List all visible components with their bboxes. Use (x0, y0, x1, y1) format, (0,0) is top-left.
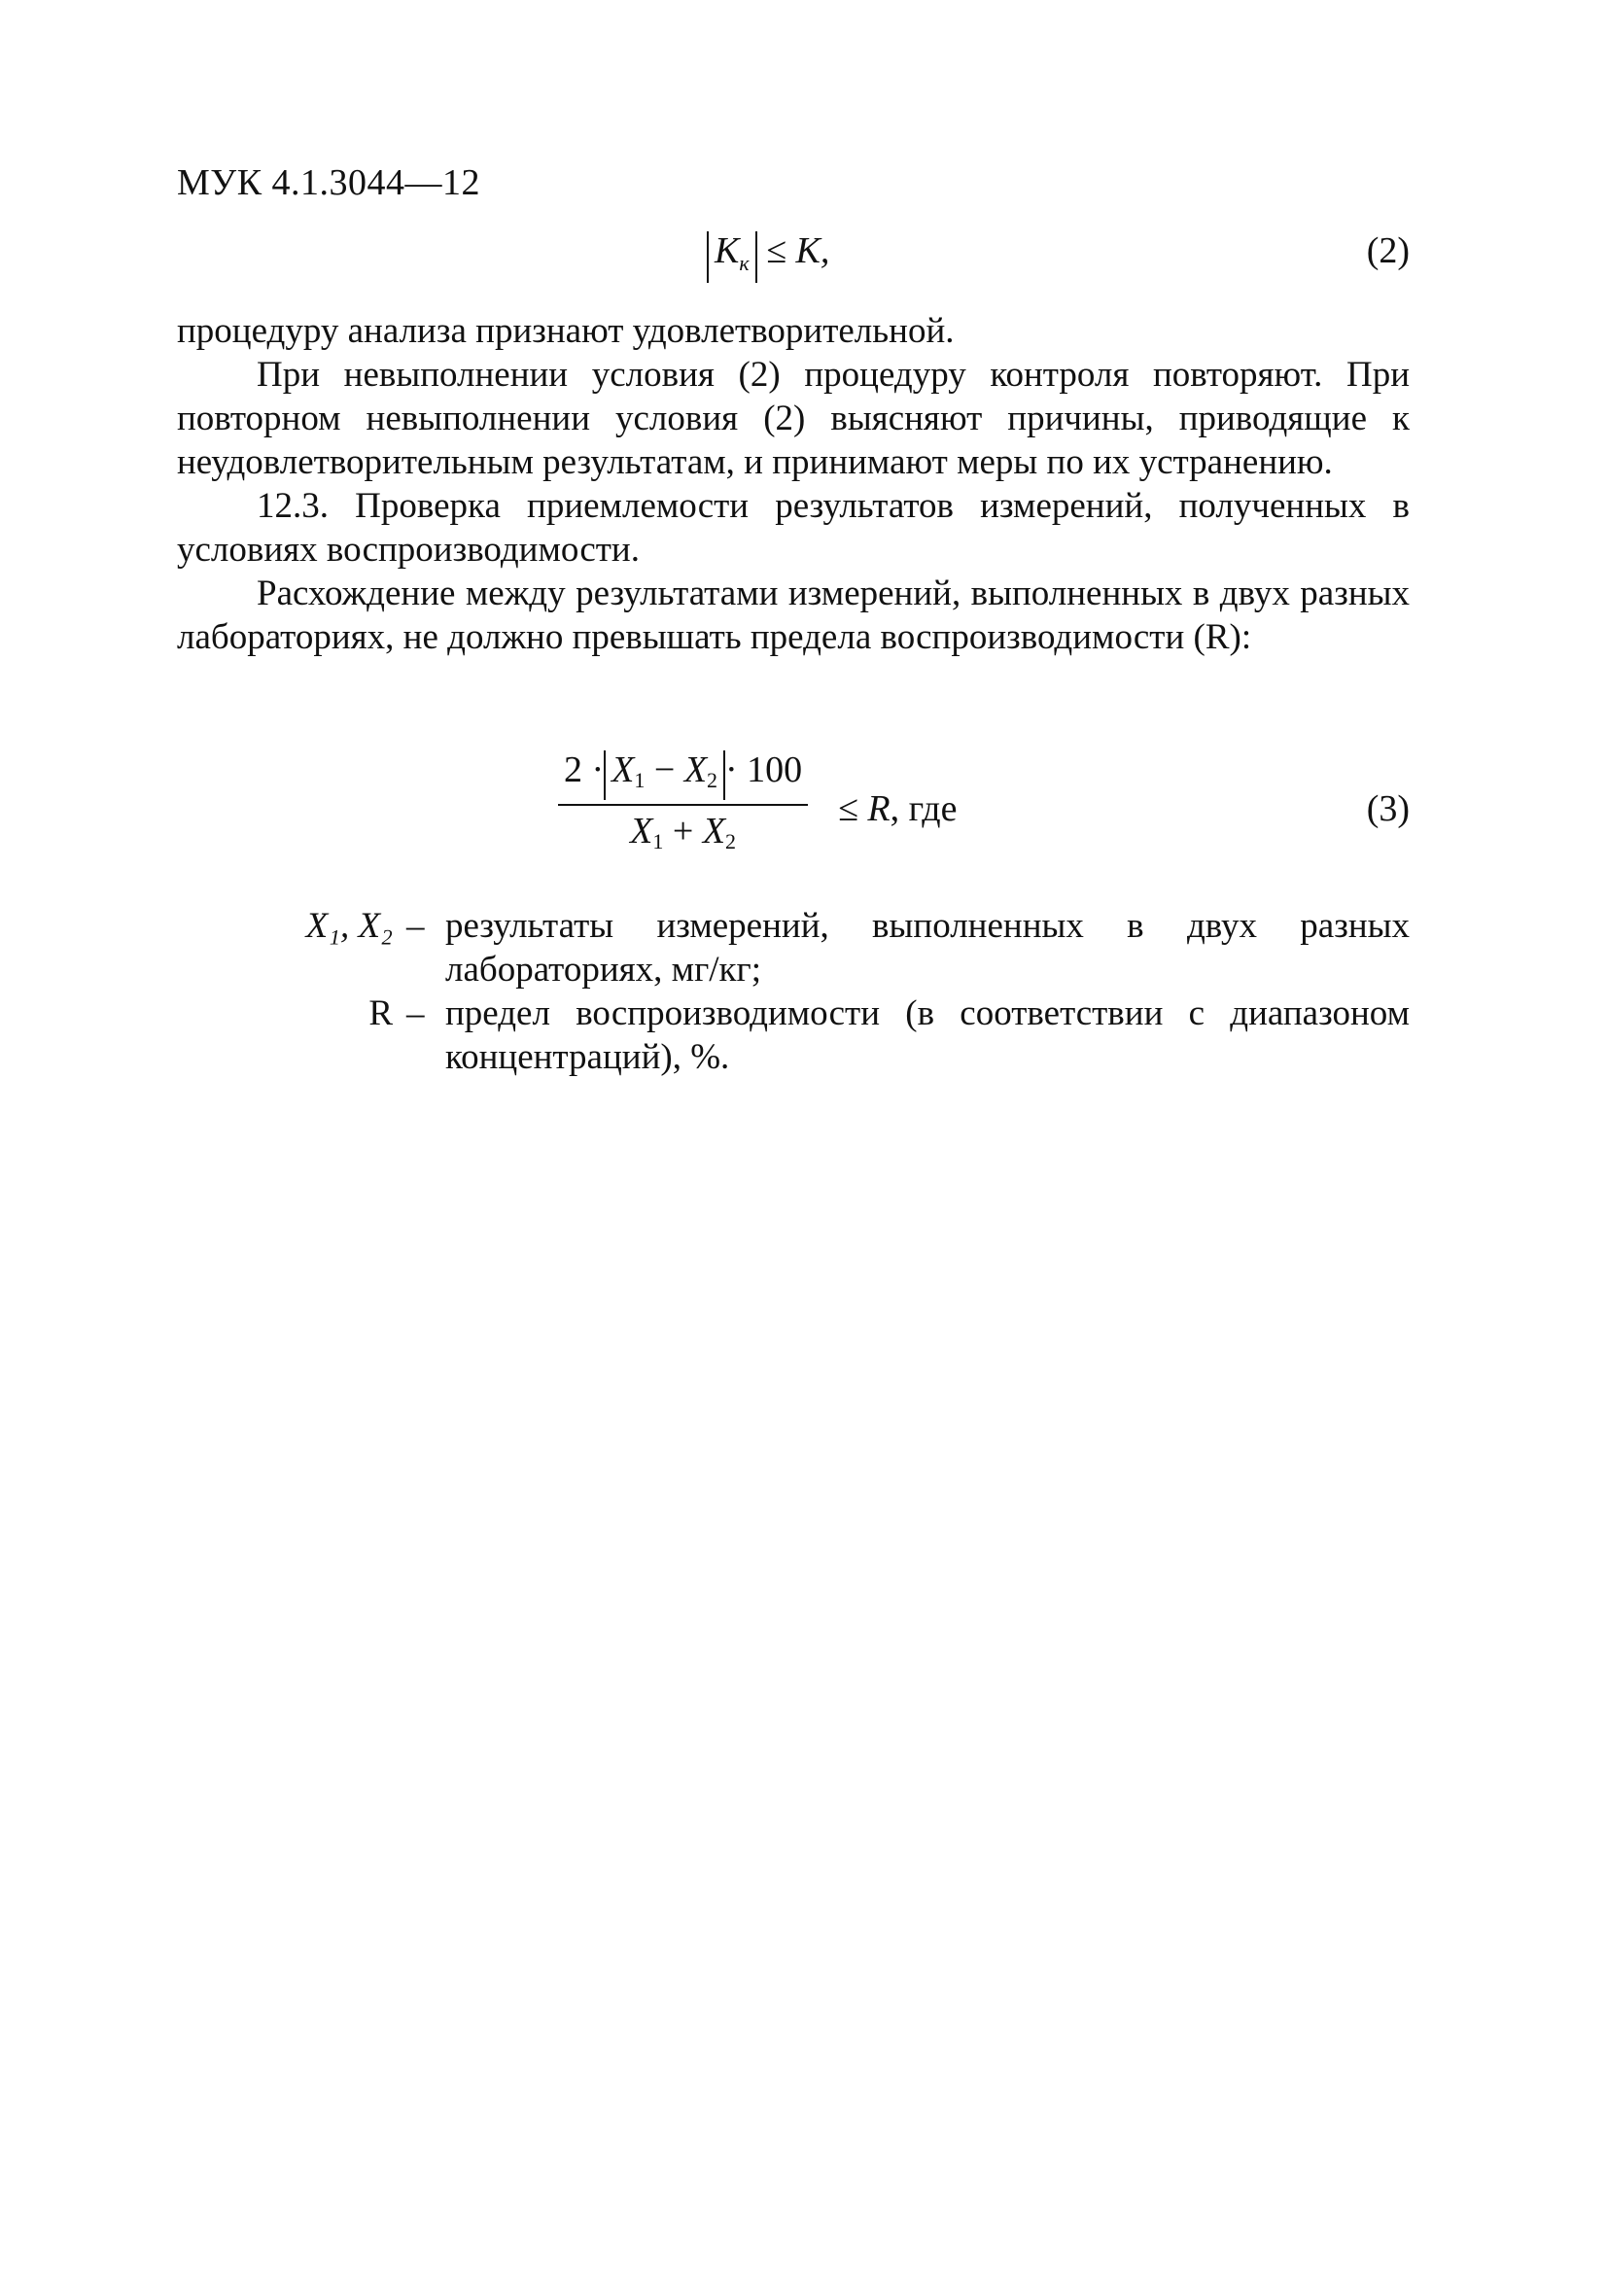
paragraph-3: 12.3. Проверка приемлемости результатов измерений, полученных в условиях воспроизводимости. (177, 486, 1410, 570)
definition-symbol: X₁, X₂ (305, 906, 393, 946)
formula-2-number: (2) (1366, 230, 1410, 271)
definition-text: результаты измерений, выполненных в двух разных лабораториях, мг/кг; (445, 906, 1410, 990)
definitions-list (177, 904, 1410, 1079)
text-block-1 (177, 309, 1410, 659)
formula-3-numerator: 2 · X1 − X2 · 100 (558, 748, 808, 806)
formula-3-fraction (558, 748, 808, 863)
definition-dash: – (406, 993, 425, 1033)
definition-row (177, 904, 1410, 991)
document-code: МУК 4.1.3044—12 (177, 162, 481, 203)
paragraph-1: процедуру анализа признают удовлетворительной. (177, 311, 955, 351)
definition-dash: – (406, 906, 425, 946)
formula-2-rhs: ≤ K, (766, 230, 830, 271)
formula-3 (177, 748, 1410, 875)
formula-2 (177, 229, 1410, 278)
formula-2-sub: к (739, 251, 750, 275)
paragraph-2: При невыполнении условия (2) процедуру контроля повторяют. При повторном невыполнении условия (2) выясняют причины, приводящие к неудовлетворительным результатам, и принимают меры по их устранению. (177, 355, 1410, 482)
formula-2-abs (707, 231, 757, 283)
formula-3-rhs: ≤ R, где (838, 788, 958, 829)
formula-2-expression (707, 229, 829, 283)
definition-row (177, 991, 1410, 1079)
paragraph-4: Расхождение между результатами измерений, выполненных в двух разных лабораториях, не должно превышать предела воспроизводимости (R): (177, 574, 1410, 657)
definition-symbol: R (368, 993, 393, 1033)
formula-2-var: K (715, 230, 740, 271)
definition-text: предел воспроизводимости (в соответствии с диапазоном концентраций), %. (445, 993, 1410, 1077)
formula-3-denominator: X1 + X2 (630, 811, 737, 853)
formula-3-number: (3) (1366, 788, 1410, 829)
